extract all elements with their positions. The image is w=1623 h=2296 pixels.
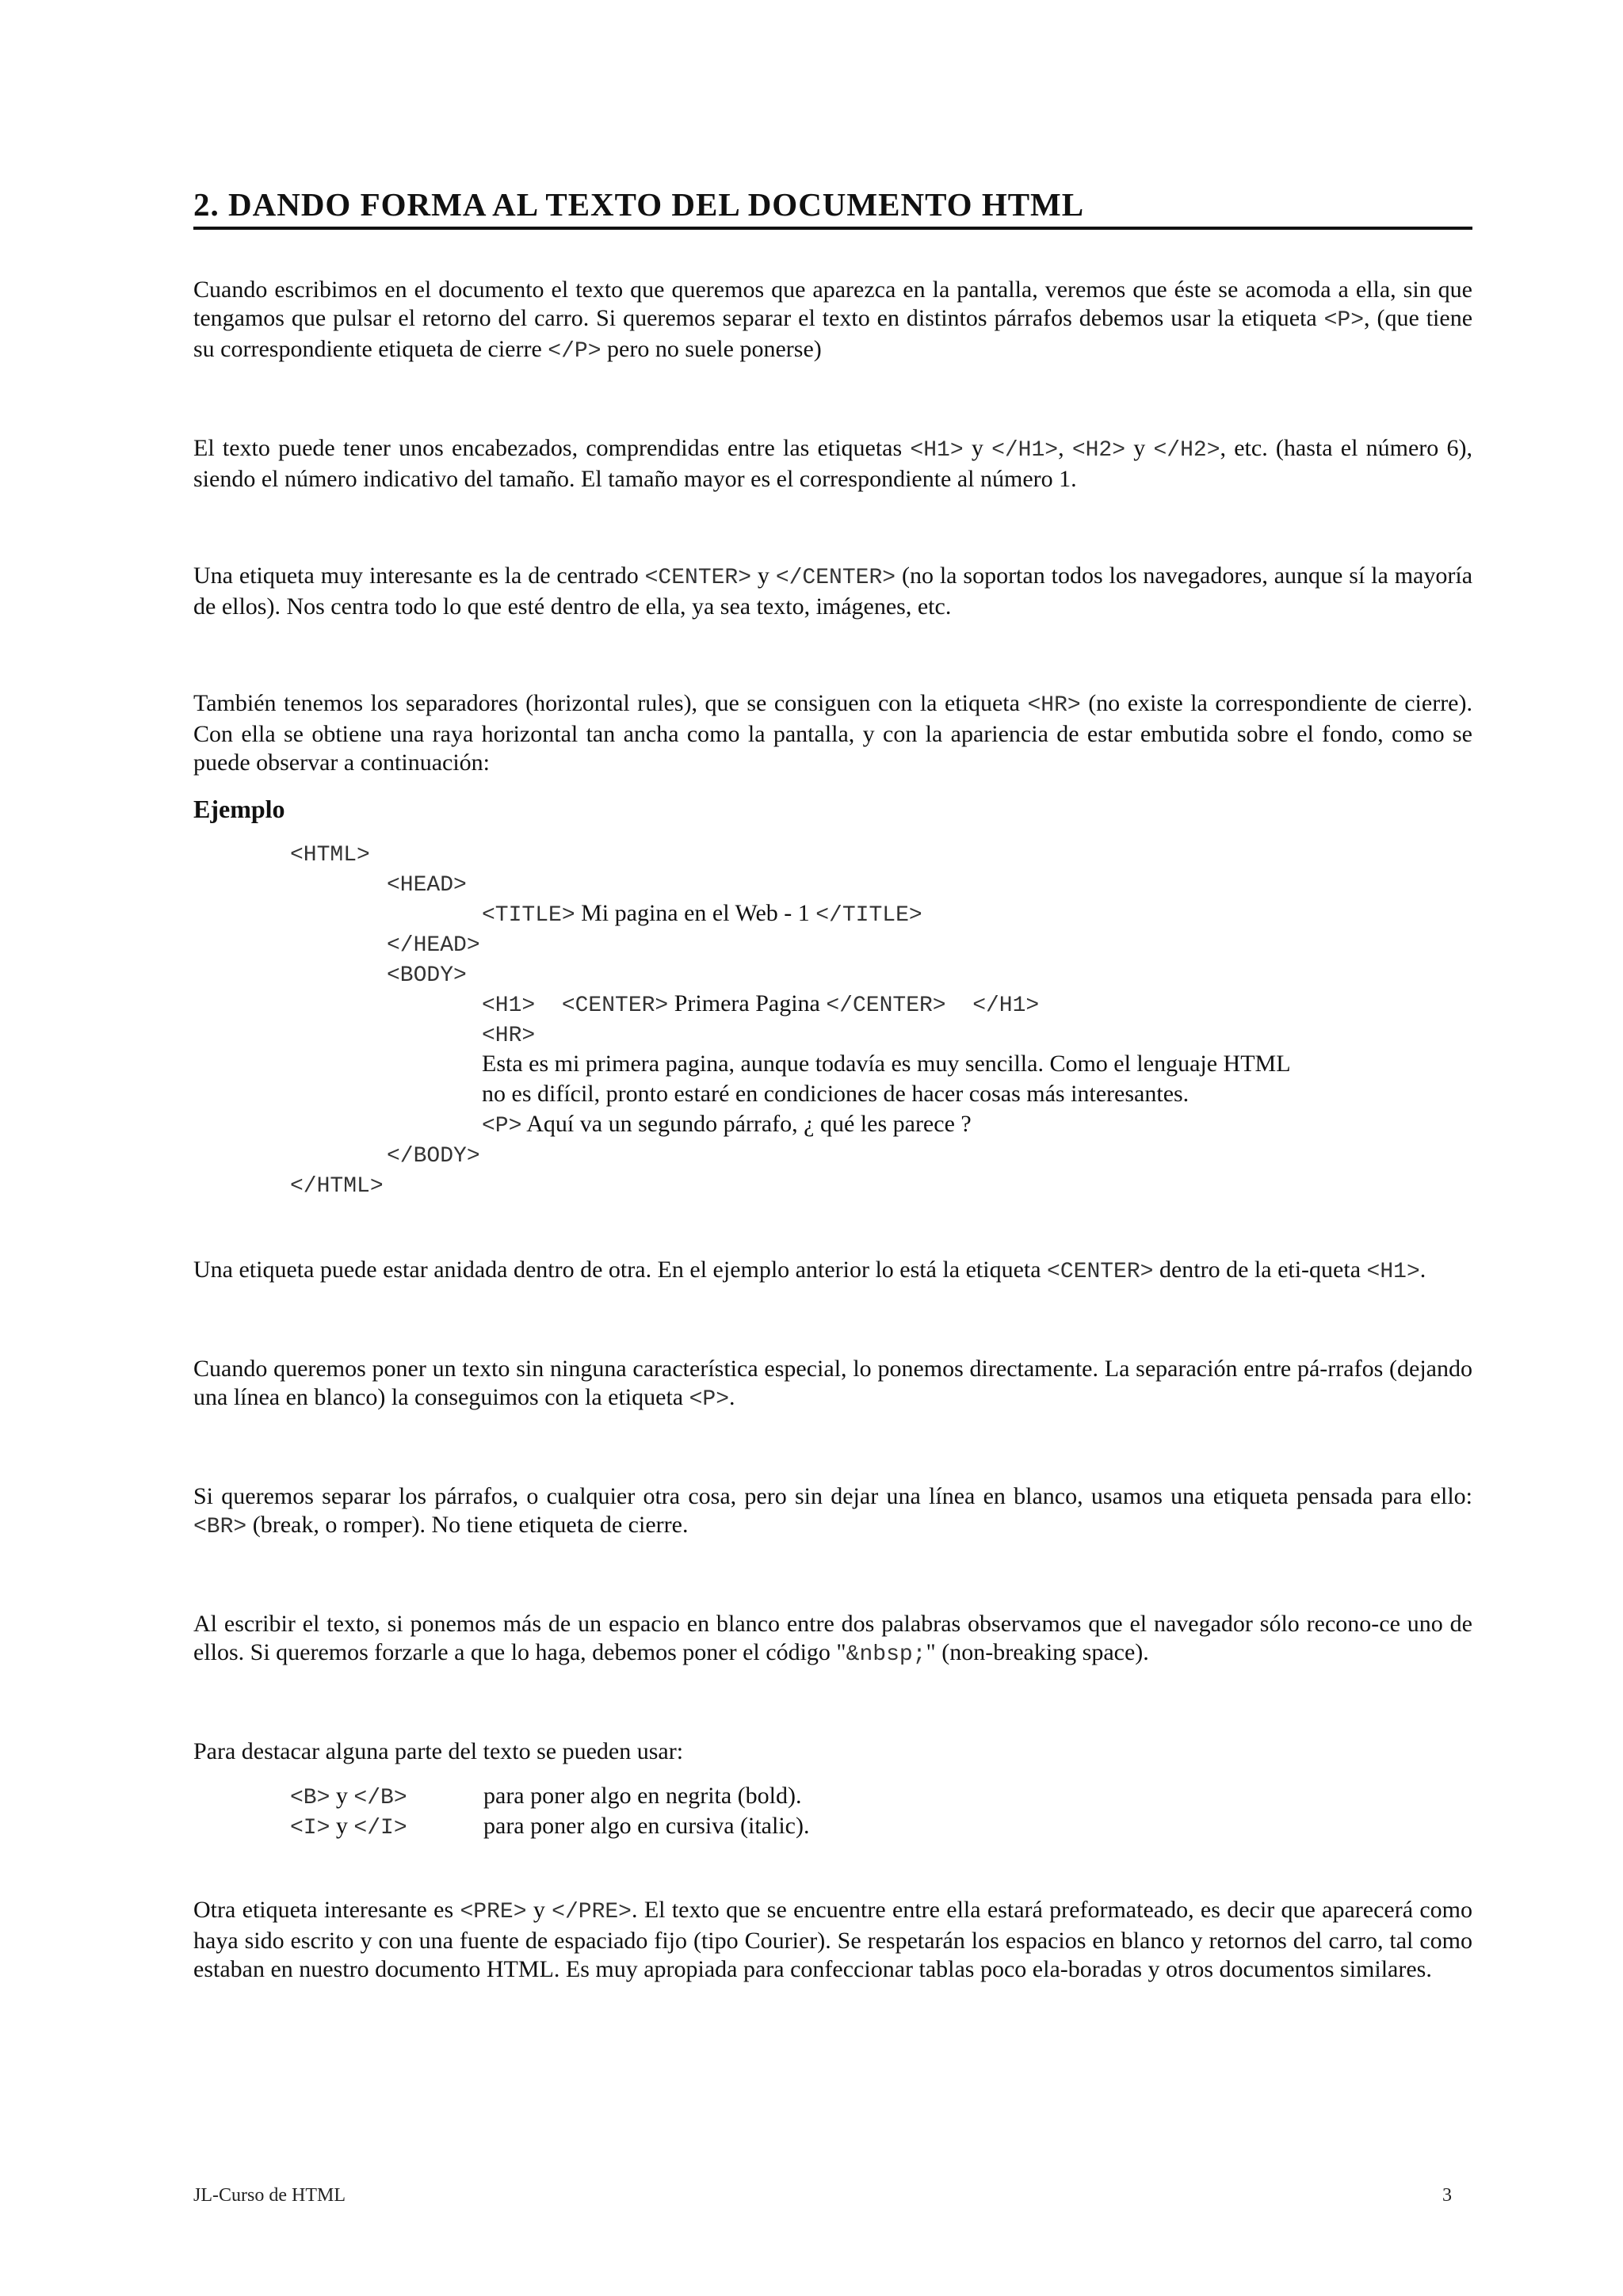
paragraph-4 <box>193 689 1472 777</box>
code-tag: </PRE> <box>552 1900 632 1924</box>
tag-pair <box>193 1812 483 1842</box>
code-tag: </CENTER> <box>775 566 896 590</box>
paragraph-3 <box>193 562 1472 621</box>
code-line <box>193 1080 1472 1110</box>
text: y <box>330 1783 354 1809</box>
code-tag: <I> <box>290 1816 330 1840</box>
text: (break, o romper). No tiene etiqueta de cierre. <box>246 1512 689 1538</box>
code-tag: <CENTER> <box>1047 1260 1154 1284</box>
code-tag: <P> <box>689 1387 730 1412</box>
section-heading: 2. DANDO FORMA AL TEXTO DEL DOCUMENTO HTML <box>193 190 1472 230</box>
paragraph-2 <box>193 434 1472 494</box>
text: También tenemos los separadores (horizontal rules), que se consiguen con la etiqueta <box>193 690 1028 716</box>
code-line <box>193 1110 1472 1140</box>
footer-page-number: 3 <box>1442 2185 1452 2206</box>
paragraph-5 <box>193 1256 1472 1287</box>
paragraph-10 <box>193 1896 1472 1984</box>
paragraph-6 <box>193 1355 1472 1414</box>
code-tag: <HTML> <box>290 843 370 868</box>
tag-row-bold <box>193 1782 1472 1812</box>
code-tag: </B> <box>353 1786 407 1810</box>
text: y <box>751 563 776 589</box>
code-tag: </BODY> <box>387 1144 480 1169</box>
text: El texto puede tener unos encabezados, comprendidas entre las etiquetas <box>193 435 911 461</box>
code-tag: <HR> <box>1027 693 1081 718</box>
text: y <box>330 1813 354 1839</box>
code-line <box>193 1050 1472 1080</box>
code-tag: <BR> <box>193 1515 247 1539</box>
code-line <box>193 959 1472 990</box>
tag-description: para poner algo en cursiva (italic). <box>483 1813 810 1839</box>
text: y <box>526 1897 552 1923</box>
code-tag: <HR> <box>482 1024 536 1048</box>
code-line <box>193 839 1472 869</box>
code-tag: </HTML> <box>290 1174 384 1199</box>
text: " (non-breaking space). <box>926 1639 1149 1665</box>
text: Cuando escribimos en el documento el texto que queremos que aparezca en la pantalla, veremos que éste se acomoda a ella, sin que tengamos que pulsar el retorno del carro. Si queremos separar el texto en distintos párrafos debemos usar la etiqueta <box>193 277 1472 331</box>
code-tag: </I> <box>353 1816 407 1840</box>
code-line <box>193 1020 1472 1050</box>
tag-pair <box>193 1782 483 1812</box>
code-line <box>193 1170 1472 1200</box>
text: Cuando queremos poner un texto sin ninguna característica especial, lo ponemos directamente. La separación entre pá-rrafos (dejando una línea en blanco) la conseguimos con la etiqueta <box>193 1356 1472 1410</box>
text: , etc. (hasta el número 6), siendo el número indicativo del tamaño. El tamaño mayor es el correspondiente al número 1. <box>193 435 1473 492</box>
text: Mi pagina en el Web - 1 <box>575 900 816 926</box>
text: no es difícil, pronto estaré en condiciones de hacer cosas más interesantes. <box>482 1081 1190 1107</box>
paragraph-7 <box>193 1482 1472 1542</box>
text: Aquí va un segundo párrafo, ¿ qué les parece ? <box>521 1111 972 1137</box>
text: y <box>963 435 992 461</box>
text: Una etiqueta muy interesante es la de centrado <box>193 563 645 589</box>
text: pero no suele ponerse) <box>601 336 822 362</box>
text: , <box>1058 435 1072 461</box>
code-tag: </HEAD> <box>387 933 480 958</box>
code-tag: <PRE> <box>460 1900 527 1924</box>
code-tag: </H2> <box>1153 438 1220 463</box>
text: Otra etiqueta interesante es <box>193 1897 460 1923</box>
text: Primera Pagina <box>668 990 827 1016</box>
code-tag: <P> <box>482 1114 522 1138</box>
paragraph-8 <box>193 1610 1472 1669</box>
code-tag: <HEAD> <box>387 873 467 898</box>
code-tag: <H1> <box>910 438 964 463</box>
code-tag: &nbsp; <box>846 1642 926 1667</box>
text: (no la soportan todos los navegadores, aunque sí la mayoría de ellos). Nos centra todo lo que esté dentro de ella, ya sea texto, imágenes, etc. <box>193 563 1473 620</box>
tag-description: para poner algo en negrita (bold). <box>483 1783 802 1809</box>
example-code-block <box>193 839 1472 1200</box>
code-tag: </P> <box>548 339 601 364</box>
code-tag: <B> <box>290 1786 330 1810</box>
code-tag: </CENTER> </H1> <box>826 994 1040 1018</box>
code-line <box>193 1140 1472 1170</box>
code-line <box>193 990 1472 1020</box>
text: Si queremos separar los párrafos, o cualquier otra cosa, pero sin dejar una línea en blanco, usamos una etiqueta pensada para ello: <box>193 1483 1472 1509</box>
code-line <box>193 929 1472 959</box>
text: Esta es mi primera pagina, aunque todavía es muy sencilla. Como el lenguaje HTML <box>482 1051 1291 1077</box>
code-tag: <TITLE> <box>482 903 575 928</box>
text: , (que tiene su correspondiente etiqueta de cierre <box>193 305 1473 362</box>
paragraph-9: Para destacar alguna parte del texto se pueden usar: <box>193 1738 684 1764</box>
code-line <box>193 869 1472 899</box>
document-page <box>193 186 1473 1984</box>
text: (no existe la correspondiente de cierre). Con ella se obtiene una raya horizontal tan ancha como la pantalla, y con la apariencia de estar embutida sobre el fondo, como se puede observar a continuación: <box>193 690 1472 776</box>
text: . <box>729 1384 735 1410</box>
text: y <box>1125 435 1154 461</box>
footer-course-name: JL-Curso de HTML <box>193 2185 346 2206</box>
code-tag: <BODY> <box>387 963 467 988</box>
text: Una etiqueta puede estar anidada dentro de otra. En el ejemplo anterior lo está la etiqueta <box>193 1257 1048 1283</box>
text: dentro de la eti-queta <box>1153 1257 1367 1283</box>
code-tag: <CENTER> <box>644 566 752 590</box>
example-heading: Ejemplo <box>193 795 285 823</box>
text: . El texto que se encuentre entre ella estará preformateado, es decir que aparecerá como haya sido escrito y con una fuente de espaciado fijo (tipo Courier). Se respetarán los espacios en blanco y retornos del carro, tal como estaban en nuestro documento HTML. Es muy apropiada para confeccionar tablas poco ela-boradas y otros documentos similares. <box>193 1897 1473 1982</box>
tag-list <box>193 1782 1472 1842</box>
code-tag: <H1> <CENTER> <box>482 994 669 1018</box>
code-tag: <H2> <box>1071 438 1126 463</box>
paragraph-1 <box>193 276 1472 366</box>
text: Al escribir el texto, si ponemos más de un espacio en blanco entre dos palabras observamos que el navegador sólo recono-ce uno de ellos. Si queremos forzarle a que lo haga, debemos poner el código " <box>193 1611 1472 1665</box>
code-tag: </TITLE> <box>815 903 922 928</box>
code-line <box>193 899 1472 929</box>
text: . <box>1419 1257 1426 1283</box>
code-tag: </H1> <box>991 438 1059 463</box>
code-tag: <P> <box>1323 308 1365 333</box>
tag-row-italic <box>193 1812 1472 1842</box>
code-tag: <H1> <box>1366 1260 1420 1284</box>
